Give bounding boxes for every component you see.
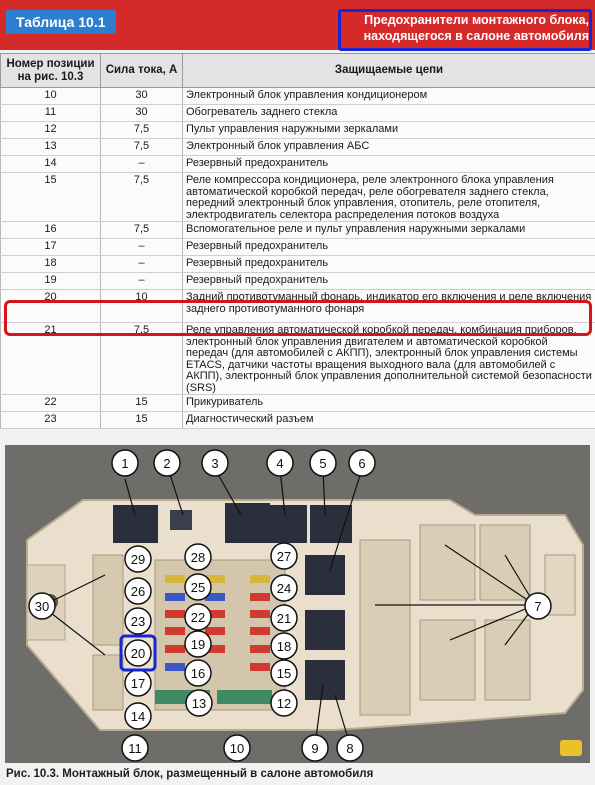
callout-11 [122, 735, 148, 761]
svg-text:8: 8 [346, 741, 354, 756]
fuse [250, 663, 270, 671]
svg-text:26: 26 [130, 584, 146, 599]
position-cell: 20 [1, 290, 101, 323]
current-cell: – [101, 273, 183, 290]
position-cell: 13 [1, 139, 101, 156]
column-header-position: Номер позиции на рис. 10.3 [1, 54, 101, 88]
column-header-circuits: Защищаемые цепи [183, 54, 595, 88]
current-cell: 7,5 [101, 323, 183, 395]
svg-text:6: 6 [358, 456, 366, 471]
callout-24 [271, 575, 297, 601]
svg-text:12: 12 [276, 696, 292, 711]
svg-text:19: 19 [190, 637, 206, 652]
position-cell: 23 [1, 412, 101, 429]
svg-text:27: 27 [276, 549, 292, 564]
callout-23 [125, 608, 151, 634]
svg-text:3: 3 [211, 456, 219, 471]
relay-9 [305, 660, 345, 700]
callout-25 [185, 574, 211, 600]
relay-3 [225, 503, 270, 543]
circuit-cell: Прикуриватель [183, 395, 595, 412]
position-cell: 22 [1, 395, 101, 412]
callout-22 [185, 604, 211, 630]
callout-5 [310, 450, 336, 476]
callout-16 [185, 660, 211, 686]
current-cell: – [101, 239, 183, 256]
current-cell: 15 [101, 395, 183, 412]
circuit-cell: Пульт управления наружными зеркалами [183, 122, 595, 139]
fuse [165, 663, 185, 671]
fuse [165, 593, 185, 601]
callout-3 [202, 450, 228, 476]
table-row [1, 323, 595, 395]
table-row [1, 239, 595, 256]
svg-text:18: 18 [276, 639, 292, 654]
fuse [250, 610, 270, 618]
connector-7 [420, 620, 475, 700]
relay-4 [265, 505, 307, 543]
callout-6 [349, 450, 375, 476]
callout-20 [125, 640, 151, 666]
left-connector [93, 555, 123, 645]
svg-text:9: 9 [311, 741, 319, 756]
svg-text:20: 20 [130, 646, 146, 661]
connector-7 [420, 525, 475, 600]
table-row [1, 256, 595, 273]
current-cell: 30 [101, 105, 183, 122]
current-cell: 7,5 [101, 139, 183, 156]
callout-26 [125, 578, 151, 604]
fuse [205, 627, 225, 635]
fuse-table [0, 53, 595, 429]
callout-19 [185, 631, 211, 657]
svg-text:15: 15 [276, 666, 292, 681]
fuse [250, 627, 270, 635]
table-row [1, 173, 595, 222]
callout-8 [337, 735, 363, 761]
callout-17 [125, 670, 151, 696]
publisher-badge [560, 740, 582, 756]
circuit-cell: Диагностический разъем [183, 412, 595, 429]
svg-text:30: 30 [34, 599, 50, 614]
relay-6 [305, 555, 345, 595]
callout-1 [112, 450, 138, 476]
position-cell: 10 [1, 88, 101, 105]
position-cell: 17 [1, 239, 101, 256]
position-cell: 16 [1, 222, 101, 239]
table-tag: Таблица 10.1 [6, 10, 116, 34]
fuse [165, 610, 185, 618]
circuit-cell: Реле компрессора кондиционера, реле электронного блока управления автоматической коробкой передач, реле обогревателя заднего стекла, передний электронный блок управления, отопитель, реле отопителя, электродвигатель селектора распределения потоков воздуха [183, 173, 595, 222]
callout-10 [224, 735, 250, 761]
svg-text:5: 5 [319, 456, 327, 471]
table-row [1, 412, 595, 429]
callout-4 [267, 450, 293, 476]
svg-text:16: 16 [190, 666, 206, 681]
callout-7 [525, 593, 551, 619]
circuit-cell: Резервный предохранитель [183, 256, 595, 273]
svg-text:14: 14 [130, 709, 146, 724]
circuit-cell: Обогреватель заднего стекла [183, 105, 595, 122]
header-bar [0, 0, 595, 50]
relay-2 [170, 510, 192, 530]
callout-14 [125, 703, 151, 729]
callout-27 [271, 543, 297, 569]
svg-text:29: 29 [130, 552, 146, 567]
position-cell: 19 [1, 273, 101, 290]
svg-text:10: 10 [229, 741, 245, 756]
svg-text:1: 1 [121, 456, 129, 471]
column-header-current: Сила тока, А [101, 54, 183, 88]
table-header-row [1, 54, 595, 88]
header-title [343, 10, 593, 48]
table-row [1, 88, 595, 105]
table-row [1, 139, 595, 156]
svg-text:7: 7 [534, 599, 542, 614]
table-row [1, 273, 595, 290]
svg-text:17: 17 [130, 676, 146, 691]
fuse [165, 575, 185, 583]
svg-text:11: 11 [128, 741, 142, 756]
position-cell: 14 [1, 156, 101, 173]
callout-9 [302, 735, 328, 761]
fuse [250, 593, 270, 601]
svg-text:28: 28 [190, 550, 206, 565]
svg-text:21: 21 [276, 611, 292, 626]
connector-7 [480, 525, 530, 600]
svg-text:2: 2 [163, 456, 171, 471]
current-cell: 7,5 [101, 173, 183, 222]
svg-text:22: 22 [190, 610, 206, 625]
callout-13 [186, 690, 212, 716]
fuse-block-drawing [5, 445, 590, 763]
position-cell: 21 [1, 323, 101, 395]
current-cell: 7,5 [101, 222, 183, 239]
header-title-line2: находящегося в салоне автомобиля [363, 29, 589, 43]
position-cell: 15 [1, 173, 101, 222]
current-cell: 15 [101, 412, 183, 429]
table-row [1, 222, 595, 239]
current-cell: – [101, 256, 183, 273]
svg-text:13: 13 [191, 696, 207, 711]
fuse [250, 645, 270, 653]
circuit-cell: Реле управления автоматической коробкой передач, комбинация приборов, электронный блок управления двигателем и автоматической коробкой передач (для автомобилей с АКПП), электронный блок управления системы ETACS, датчики частоты вращения выходного вала (для автомобилей с АКПП), электронный блок управления дополнительной системой безопасности (SRS) [183, 323, 595, 395]
position-cell: 12 [1, 122, 101, 139]
table-row [1, 105, 595, 122]
circuit-cell: Резервный предохранитель [183, 273, 595, 290]
current-cell: 7,5 [101, 122, 183, 139]
table-row [1, 156, 595, 173]
fuse [250, 575, 270, 583]
circuit-cell: Электронный блок управления АБС [183, 139, 595, 156]
table-row [1, 395, 595, 412]
callout-30 [29, 593, 55, 619]
left-connector [93, 655, 123, 710]
relay-5 [310, 505, 352, 543]
circuit-cell: Резервный предохранитель [183, 239, 595, 256]
callout-2 [154, 450, 180, 476]
header-title-line1: Предохранители монтажного блока, [364, 13, 589, 27]
callout-18 [271, 633, 297, 659]
circuit-cell: Электронный блок управления кондиционером [183, 88, 595, 105]
fuse-10 [217, 690, 272, 704]
svg-text:4: 4 [276, 456, 284, 471]
fuse [165, 627, 185, 635]
connector-8 [360, 540, 410, 715]
relay-1 [113, 505, 158, 543]
callout-28 [185, 544, 211, 570]
circuit-cell: Вспомогательное реле и пульт управления наружными зеркалами [183, 222, 595, 239]
fuse [165, 645, 185, 653]
relay-block [305, 610, 345, 650]
fuse-block-figure [5, 445, 590, 763]
svg-text:24: 24 [276, 581, 292, 596]
svg-text:25: 25 [190, 580, 206, 595]
position-cell: 11 [1, 105, 101, 122]
connector-7 [485, 620, 530, 700]
svg-text:23: 23 [130, 614, 146, 629]
callout-12 [271, 690, 297, 716]
table-row-highlighted [1, 290, 595, 323]
position-cell: 18 [1, 256, 101, 273]
current-cell: 30 [101, 88, 183, 105]
callout-21 [271, 605, 297, 631]
circuit-cell: Задний противотуманный фонарь, индикатор его включения и реле включения заднего противотуманного фонаря [183, 290, 595, 323]
callout-29 [125, 546, 151, 572]
current-cell: 10 [101, 290, 183, 323]
callout-15 [271, 660, 297, 686]
table-row [1, 122, 595, 139]
circuit-cell: Резервный предохранитель [183, 156, 595, 173]
current-cell: – [101, 156, 183, 173]
figure-caption: Рис. 10.3. Монтажный блок, размещенный в салоне автомобиля [6, 768, 374, 780]
